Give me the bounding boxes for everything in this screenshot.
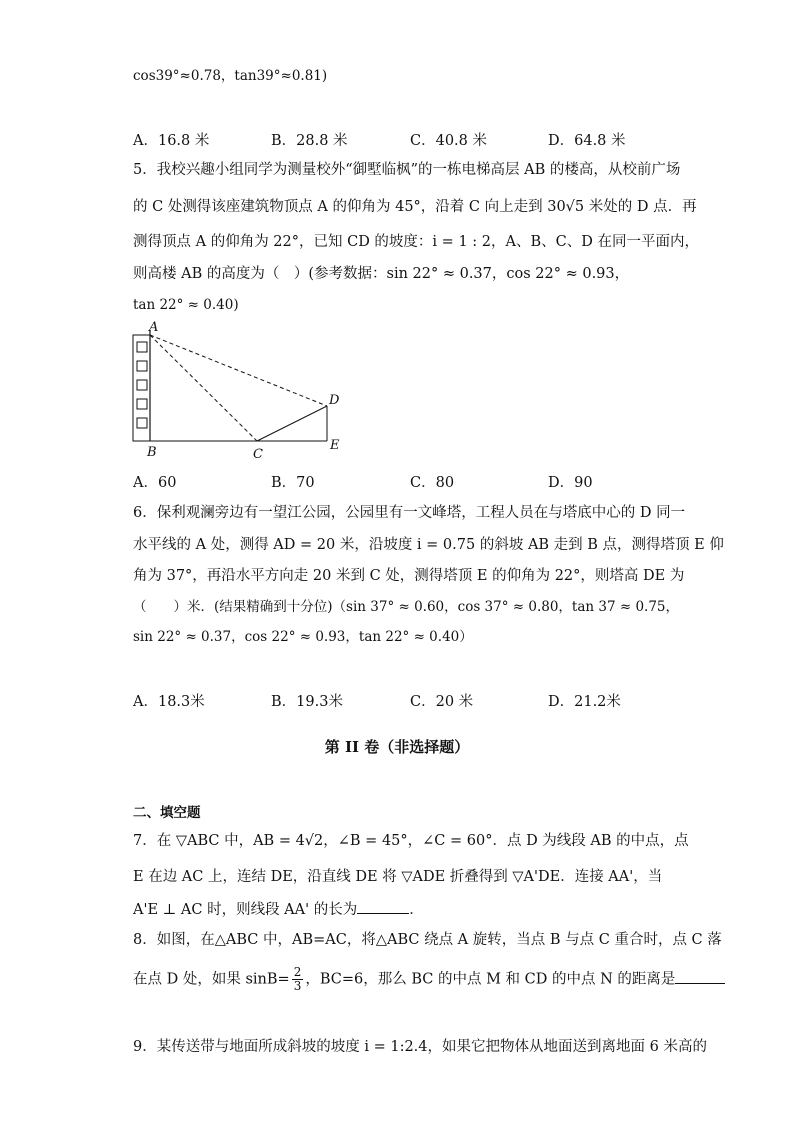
window [137, 342, 147, 352]
q8-line-1: 8．如图，在△ABC 中，AB=AC，将△ABC 绕点 A 旋转，当点 B 与点 C 重合时，点 C 落 [133, 932, 722, 948]
q5-option-d[interactable]: D．90 [548, 475, 593, 491]
q7-line-1: 7．在 ▽ABC 中，AB = 4√2，∠B = 45°，∠C = 60°．点 D 为线段 AB 的中点，点 [133, 833, 689, 849]
q4-options [133, 129, 693, 149]
part2-title: 第 II 卷（非选择题） [324, 738, 470, 756]
sight-line-ac [150, 335, 257, 441]
q4-option-d[interactable]: D．64.8 米 [548, 133, 626, 149]
sight-line-ad [150, 335, 327, 406]
q7-line-3-end: ． [409, 902, 424, 918]
q8-line-2 [133, 966, 725, 993]
q5-option-a[interactable]: A．60 [133, 475, 177, 491]
q8-fraction-denominator: 3 [293, 979, 302, 993]
q8-line-2-text: 在点 D 处，如果 sinB= [133, 971, 290, 988]
q7-line-3-text: A'E ⊥ AC 时，则线段 AA' 的长为 [133, 902, 358, 918]
q7-answer-blank[interactable] [357, 898, 409, 914]
q6-line-5: sin 22° ≈ 0.37，cos 22° ≈ 0.93，tan 22° ≈ 0.40） [133, 629, 473, 645]
q5-line-5: tan 22° ≈ 0.40) [133, 297, 239, 313]
q4-option-b[interactable]: B．28.8 米 [271, 133, 348, 149]
q8-line-2-rest: ，BC=6，那么 BC 的中点 M 和 CD 的中点 N 的距离是 [305, 971, 676, 988]
q6-options [133, 690, 693, 710]
window [137, 380, 147, 390]
label-d: D [329, 393, 340, 408]
slope-cd [257, 406, 327, 441]
q6-line-1: 6．保利观澜旁边有一望江公园，公园里有一文峰塔，工程人员在与塔底中心的 D 同一 [133, 505, 686, 521]
q5-option-b[interactable]: B．70 [271, 475, 315, 491]
label-a: A [149, 320, 159, 335]
q5-line-2: 的 C 处测得该座建筑物顶点 A 的仰角为 45°，沿着 C 向上走到 30√5 米处的 D 点．再 [133, 199, 697, 215]
window [137, 361, 147, 371]
q6-line-3: 角为 37°，再沿水平方向走 20 米到 C 处，测得塔顶 E 的仰角为 22°，则塔高 DE 为 [133, 568, 685, 584]
q9-line-1: 9．某传送带与地面所成斜坡的坡度 i = 1:2.4，如果它把物体从地面送到离地面 6 米高的 [133, 1039, 707, 1055]
label-c: C [253, 447, 263, 462]
q6-option-c[interactable]: C．20 米 [410, 694, 474, 710]
window [137, 418, 147, 428]
q8-fraction [292, 966, 304, 993]
q4-option-a[interactable]: A．16.8 米 [133, 133, 210, 149]
q6-option-b[interactable]: B．19.3米 [271, 694, 343, 710]
q6-option-a[interactable]: A．18.3米 [133, 694, 205, 710]
q5-option-c[interactable]: C．80 [410, 475, 455, 491]
q8-fraction-numerator: 2 [293, 965, 302, 979]
q6-option-d[interactable]: D．21.2米 [548, 694, 621, 710]
q4-option-c[interactable]: C．40.8 米 [410, 133, 487, 149]
q5-line-1: 5．我校兴趣小组同学为测量校外“御墅临枫”的一栋电梯高层 AB 的楼高，从校前广场 [133, 162, 681, 178]
top-note: cos39°≈0.78，tan39°≈0.81) [133, 68, 328, 84]
q5-line-4: 则高楼 AB 的高度为（ ）(参考数据：sin 22° ≈ 0.37，cos 22° ≈ 0.93， [133, 266, 630, 282]
q5-options [133, 471, 693, 491]
label-b: B [147, 445, 157, 460]
q5-figure [125, 318, 355, 463]
window [137, 399, 147, 409]
q5-line-3: 测得顶点 A 的仰角为 22°，已知 CD 的坡度：i = 1 : 2，A、B、C、D 在同一平面内， [133, 234, 699, 250]
label-e: E [330, 438, 340, 453]
section-fill-in-blank: 二、填空题 [133, 805, 201, 821]
q7-line-3 [133, 898, 424, 920]
q6-line-2: 水平线的 A 处，测得 AD = 20 米，沿坡度 i = 0.75 的斜坡 AB 走到 B 点，测得塔顶 E 仰 [133, 537, 724, 553]
q6-line-4: （ ）米．(结果精确到十分位)（sin 37° ≈ 0.60，cos 37° ≈ 0.80，tan 37 ≈ 0.75， [133, 599, 680, 615]
q8-answer-blank[interactable] [675, 968, 725, 984]
q7-line-2: E 在边 AC 上，连结 DE，沿直线 DE 将 ▽ADE 折叠得到 ▽A'DE．连接 AA'，当 [133, 869, 663, 885]
